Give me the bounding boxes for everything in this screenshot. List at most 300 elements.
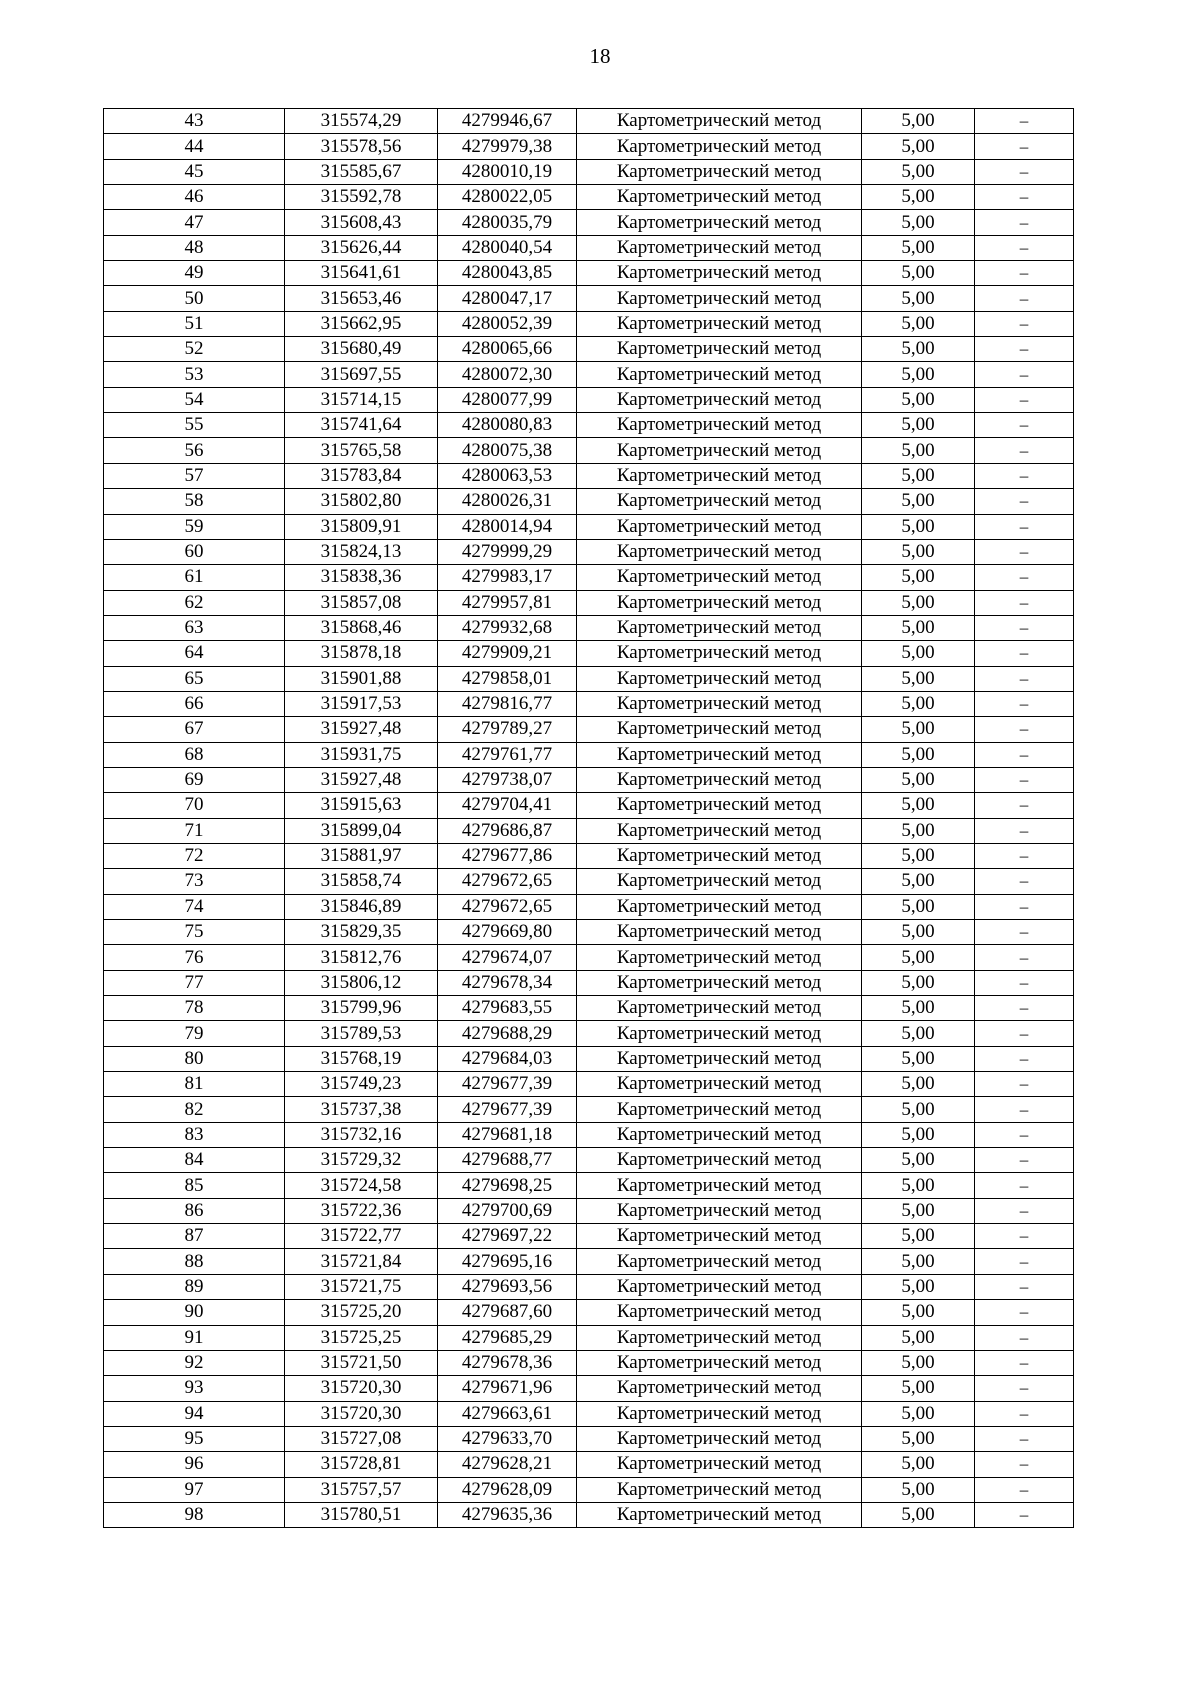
- accuracy-cell: 5,00: [862, 1148, 975, 1173]
- description-cell: –: [975, 413, 1074, 438]
- description-cell: –: [975, 235, 1074, 260]
- point-number-cell: 86: [104, 1198, 285, 1223]
- description-cell: –: [975, 489, 1074, 514]
- table-row: [104, 1300, 1074, 1325]
- description-cell: –: [975, 185, 1074, 210]
- description-cell: –: [975, 1325, 1074, 1350]
- method-cell: Картометрический метод: [577, 235, 862, 260]
- table-row: [104, 1021, 1074, 1046]
- point-number-cell: 72: [104, 843, 285, 868]
- method-cell: Картометрический метод: [577, 1173, 862, 1198]
- table-row: [104, 1426, 1074, 1451]
- accuracy-cell: 5,00: [862, 945, 975, 970]
- point-number-cell: 88: [104, 1249, 285, 1274]
- accuracy-cell: 5,00: [862, 565, 975, 590]
- x-coordinate-cell: 315806,12: [285, 970, 438, 995]
- table-row: [104, 717, 1074, 742]
- description-cell: –: [975, 767, 1074, 792]
- table-row: [104, 1249, 1074, 1274]
- accuracy-cell: 5,00: [862, 717, 975, 742]
- point-number-cell: 65: [104, 666, 285, 691]
- point-number-cell: 97: [104, 1477, 285, 1502]
- method-cell: Картометрический метод: [577, 818, 862, 843]
- y-coordinate-cell: 4279999,29: [438, 539, 577, 564]
- point-number-cell: 70: [104, 793, 285, 818]
- description-cell: –: [975, 261, 1074, 286]
- accuracy-cell: 5,00: [862, 641, 975, 666]
- coordinates-table: [103, 108, 1074, 1528]
- table-row: [104, 843, 1074, 868]
- y-coordinate-cell: 4279669,80: [438, 920, 577, 945]
- method-cell: Картометрический метод: [577, 413, 862, 438]
- y-coordinate-cell: 4279678,36: [438, 1350, 577, 1375]
- table-row: [104, 1097, 1074, 1122]
- y-coordinate-cell: 4279684,03: [438, 1046, 577, 1071]
- x-coordinate-cell: 315901,88: [285, 666, 438, 691]
- table-row: [104, 565, 1074, 590]
- method-cell: Картометрический метод: [577, 666, 862, 691]
- point-number-cell: 61: [104, 565, 285, 590]
- method-cell: Картометрический метод: [577, 1046, 862, 1071]
- description-cell: –: [975, 742, 1074, 767]
- table-row: [104, 134, 1074, 159]
- description-cell: –: [975, 311, 1074, 336]
- point-number-cell: 90: [104, 1300, 285, 1325]
- method-cell: Картометрический метод: [577, 920, 862, 945]
- point-number-cell: 66: [104, 691, 285, 716]
- accuracy-cell: 5,00: [862, 489, 975, 514]
- method-cell: Картометрический метод: [577, 1072, 862, 1097]
- accuracy-cell: 5,00: [862, 666, 975, 691]
- x-coordinate-cell: 315857,08: [285, 590, 438, 615]
- description-cell: –: [975, 970, 1074, 995]
- y-coordinate-cell: 4279946,67: [438, 109, 577, 134]
- table-row: [104, 767, 1074, 792]
- description-cell: –: [975, 793, 1074, 818]
- x-coordinate-cell: 315721,50: [285, 1350, 438, 1375]
- table-row: [104, 1198, 1074, 1223]
- table-row: [104, 1224, 1074, 1249]
- description-cell: –: [975, 818, 1074, 843]
- table-row: [104, 1502, 1074, 1527]
- method-cell: Картометрический метод: [577, 1477, 862, 1502]
- accuracy-cell: 5,00: [862, 691, 975, 716]
- description-cell: –: [975, 1249, 1074, 1274]
- method-cell: Картометрический метод: [577, 286, 862, 311]
- coordinates-table-wrapper: [103, 108, 1073, 1528]
- x-coordinate-cell: 315927,48: [285, 767, 438, 792]
- y-coordinate-cell: 4280052,39: [438, 311, 577, 336]
- table-row: [104, 666, 1074, 691]
- y-coordinate-cell: 4280080,83: [438, 413, 577, 438]
- accuracy-cell: 5,00: [862, 1325, 975, 1350]
- method-cell: Картометрический метод: [577, 539, 862, 564]
- table-row: [104, 1148, 1074, 1173]
- y-coordinate-cell: 4280072,30: [438, 362, 577, 387]
- point-number-cell: 85: [104, 1173, 285, 1198]
- table-row: [104, 818, 1074, 843]
- accuracy-cell: 5,00: [862, 109, 975, 134]
- page-number: 18: [589, 44, 611, 68]
- y-coordinate-cell: 4280022,05: [438, 185, 577, 210]
- point-number-cell: 51: [104, 311, 285, 336]
- description-cell: –: [975, 362, 1074, 387]
- point-number-cell: 71: [104, 818, 285, 843]
- accuracy-cell: 5,00: [862, 1401, 975, 1426]
- x-coordinate-cell: 315725,20: [285, 1300, 438, 1325]
- point-number-cell: 46: [104, 185, 285, 210]
- x-coordinate-cell: 315578,56: [285, 134, 438, 159]
- accuracy-cell: 5,00: [862, 1021, 975, 1046]
- x-coordinate-cell: 315768,19: [285, 1046, 438, 1071]
- table-row: [104, 1452, 1074, 1477]
- table-row: [104, 235, 1074, 260]
- description-cell: –: [975, 615, 1074, 640]
- method-cell: Картометрический метод: [577, 1148, 862, 1173]
- x-coordinate-cell: 315858,74: [285, 869, 438, 894]
- accuracy-cell: 5,00: [862, 1426, 975, 1451]
- point-number-cell: 83: [104, 1122, 285, 1147]
- method-cell: Картометрический метод: [577, 185, 862, 210]
- x-coordinate-cell: 315721,75: [285, 1274, 438, 1299]
- description-cell: –: [975, 159, 1074, 184]
- table-row: [104, 590, 1074, 615]
- y-coordinate-cell: 4279858,01: [438, 666, 577, 691]
- point-number-cell: 89: [104, 1274, 285, 1299]
- method-cell: Картометрический метод: [577, 843, 862, 868]
- table-row: [104, 539, 1074, 564]
- description-cell: –: [975, 1122, 1074, 1147]
- point-number-cell: 76: [104, 945, 285, 970]
- description-cell: –: [975, 337, 1074, 362]
- point-number-cell: 60: [104, 539, 285, 564]
- y-coordinate-cell: 4279695,16: [438, 1249, 577, 1274]
- point-number-cell: 92: [104, 1350, 285, 1375]
- y-coordinate-cell: 4279738,07: [438, 767, 577, 792]
- y-coordinate-cell: 4279686,87: [438, 818, 577, 843]
- point-number-cell: 96: [104, 1452, 285, 1477]
- point-number-cell: 77: [104, 970, 285, 995]
- description-cell: –: [975, 1274, 1074, 1299]
- description-cell: –: [975, 565, 1074, 590]
- point-number-cell: 69: [104, 767, 285, 792]
- x-coordinate-cell: 315641,61: [285, 261, 438, 286]
- description-cell: –: [975, 463, 1074, 488]
- description-cell: –: [975, 514, 1074, 539]
- y-coordinate-cell: 4280047,17: [438, 286, 577, 311]
- x-coordinate-cell: 315899,04: [285, 818, 438, 843]
- y-coordinate-cell: 4279688,29: [438, 1021, 577, 1046]
- y-coordinate-cell: 4279687,60: [438, 1300, 577, 1325]
- table-row: [104, 489, 1074, 514]
- table-row: [104, 1401, 1074, 1426]
- point-number-cell: 73: [104, 869, 285, 894]
- method-cell: Картометрический метод: [577, 159, 862, 184]
- table-row: [104, 261, 1074, 286]
- description-cell: –: [975, 539, 1074, 564]
- x-coordinate-cell: 315720,30: [285, 1376, 438, 1401]
- point-number-cell: 59: [104, 514, 285, 539]
- table-row: [104, 1274, 1074, 1299]
- accuracy-cell: 5,00: [862, 1350, 975, 1375]
- x-coordinate-cell: 315585,67: [285, 159, 438, 184]
- table-row: [104, 1325, 1074, 1350]
- description-cell: –: [975, 1426, 1074, 1451]
- accuracy-cell: 5,00: [862, 539, 975, 564]
- method-cell: Картометрический метод: [577, 1122, 862, 1147]
- x-coordinate-cell: 315697,55: [285, 362, 438, 387]
- method-cell: Картометрический метод: [577, 717, 862, 742]
- accuracy-cell: 5,00: [862, 387, 975, 412]
- method-cell: Картометрический метод: [577, 261, 862, 286]
- point-number-cell: 47: [104, 210, 285, 235]
- y-coordinate-cell: 4279672,65: [438, 894, 577, 919]
- table-row: [104, 109, 1074, 134]
- table-row: [104, 793, 1074, 818]
- description-cell: –: [975, 1502, 1074, 1527]
- x-coordinate-cell: 315729,32: [285, 1148, 438, 1173]
- point-number-cell: 84: [104, 1148, 285, 1173]
- y-coordinate-cell: 4280043,85: [438, 261, 577, 286]
- method-cell: Картометрический метод: [577, 134, 862, 159]
- method-cell: Картометрический метод: [577, 1274, 862, 1299]
- description-cell: –: [975, 1046, 1074, 1071]
- y-coordinate-cell: 4280035,79: [438, 210, 577, 235]
- description-cell: –: [975, 1198, 1074, 1223]
- point-number-cell: 98: [104, 1502, 285, 1527]
- table-row: [104, 1173, 1074, 1198]
- table-row: [104, 894, 1074, 919]
- y-coordinate-cell: 4279671,96: [438, 1376, 577, 1401]
- method-cell: Картометрический метод: [577, 793, 862, 818]
- y-coordinate-cell: 4280075,38: [438, 438, 577, 463]
- description-cell: –: [975, 1452, 1074, 1477]
- table-row: [104, 413, 1074, 438]
- x-coordinate-cell: 315838,36: [285, 565, 438, 590]
- accuracy-cell: 5,00: [862, 767, 975, 792]
- y-coordinate-cell: 4279681,18: [438, 1122, 577, 1147]
- table-row: [104, 337, 1074, 362]
- x-coordinate-cell: 315741,64: [285, 413, 438, 438]
- point-number-cell: 58: [104, 489, 285, 514]
- accuracy-cell: 5,00: [862, 1046, 975, 1071]
- method-cell: Картометрический метод: [577, 767, 862, 792]
- x-coordinate-cell: 315829,35: [285, 920, 438, 945]
- description-cell: –: [975, 387, 1074, 412]
- method-cell: Картометрический метод: [577, 1502, 862, 1527]
- y-coordinate-cell: 4279983,17: [438, 565, 577, 590]
- y-coordinate-cell: 4279957,81: [438, 590, 577, 615]
- x-coordinate-cell: 315789,53: [285, 1021, 438, 1046]
- point-number-cell: 54: [104, 387, 285, 412]
- accuracy-cell: 5,00: [862, 1274, 975, 1299]
- y-coordinate-cell: 4279685,29: [438, 1325, 577, 1350]
- table-row: [104, 996, 1074, 1021]
- point-number-cell: 64: [104, 641, 285, 666]
- point-number-cell: 52: [104, 337, 285, 362]
- description-cell: –: [975, 666, 1074, 691]
- accuracy-cell: 5,00: [862, 1502, 975, 1527]
- table-row: [104, 1072, 1074, 1097]
- method-cell: Картометрический метод: [577, 945, 862, 970]
- x-coordinate-cell: 315757,57: [285, 1477, 438, 1502]
- method-cell: Картометрический метод: [577, 337, 862, 362]
- accuracy-cell: 5,00: [862, 920, 975, 945]
- point-number-cell: 44: [104, 134, 285, 159]
- accuracy-cell: 5,00: [862, 793, 975, 818]
- accuracy-cell: 5,00: [862, 615, 975, 640]
- accuracy-cell: 5,00: [862, 1122, 975, 1147]
- accuracy-cell: 5,00: [862, 261, 975, 286]
- method-cell: Картометрический метод: [577, 742, 862, 767]
- description-cell: –: [975, 1072, 1074, 1097]
- accuracy-cell: 5,00: [862, 1173, 975, 1198]
- point-number-cell: 80: [104, 1046, 285, 1071]
- x-coordinate-cell: 315881,97: [285, 843, 438, 868]
- y-coordinate-cell: 4279678,34: [438, 970, 577, 995]
- x-coordinate-cell: 315722,36: [285, 1198, 438, 1223]
- description-cell: –: [975, 438, 1074, 463]
- point-number-cell: 94: [104, 1401, 285, 1426]
- x-coordinate-cell: 315722,77: [285, 1224, 438, 1249]
- point-number-cell: 75: [104, 920, 285, 945]
- point-number-cell: 63: [104, 615, 285, 640]
- description-cell: –: [975, 1021, 1074, 1046]
- y-coordinate-cell: 4279909,21: [438, 641, 577, 666]
- description-cell: –: [975, 590, 1074, 615]
- accuracy-cell: 5,00: [862, 362, 975, 387]
- accuracy-cell: 5,00: [862, 514, 975, 539]
- table-row: [104, 185, 1074, 210]
- x-coordinate-cell: 315783,84: [285, 463, 438, 488]
- accuracy-cell: 5,00: [862, 996, 975, 1021]
- table-row: [104, 362, 1074, 387]
- point-number-cell: 74: [104, 894, 285, 919]
- y-coordinate-cell: 4280063,53: [438, 463, 577, 488]
- x-coordinate-cell: 315714,15: [285, 387, 438, 412]
- y-coordinate-cell: 4279628,21: [438, 1452, 577, 1477]
- accuracy-cell: 5,00: [862, 134, 975, 159]
- table-row: [104, 1046, 1074, 1071]
- accuracy-cell: 5,00: [862, 413, 975, 438]
- accuracy-cell: 5,00: [862, 1477, 975, 1502]
- table-row: [104, 920, 1074, 945]
- table-row: [104, 159, 1074, 184]
- accuracy-cell: 5,00: [862, 1072, 975, 1097]
- point-number-cell: 87: [104, 1224, 285, 1249]
- table-row: [104, 742, 1074, 767]
- table-row: [104, 1122, 1074, 1147]
- description-cell: –: [975, 691, 1074, 716]
- point-number-cell: 49: [104, 261, 285, 286]
- y-coordinate-cell: 4279688,77: [438, 1148, 577, 1173]
- y-coordinate-cell: 4279663,61: [438, 1401, 577, 1426]
- accuracy-cell: 5,00: [862, 843, 975, 868]
- y-coordinate-cell: 4280065,66: [438, 337, 577, 362]
- method-cell: Картометрический метод: [577, 1350, 862, 1375]
- y-coordinate-cell: 4280014,94: [438, 514, 577, 539]
- accuracy-cell: 5,00: [862, 742, 975, 767]
- x-coordinate-cell: 315799,96: [285, 996, 438, 1021]
- x-coordinate-cell: 315931,75: [285, 742, 438, 767]
- accuracy-cell: 5,00: [862, 159, 975, 184]
- point-number-cell: 62: [104, 590, 285, 615]
- description-cell: –: [975, 1148, 1074, 1173]
- y-coordinate-cell: 4280010,19: [438, 159, 577, 184]
- point-number-cell: 93: [104, 1376, 285, 1401]
- method-cell: Картометрический метод: [577, 109, 862, 134]
- x-coordinate-cell: 315737,38: [285, 1097, 438, 1122]
- description-cell: –: [975, 1173, 1074, 1198]
- table-row: [104, 210, 1074, 235]
- x-coordinate-cell: 315725,25: [285, 1325, 438, 1350]
- y-coordinate-cell: 4279979,38: [438, 134, 577, 159]
- method-cell: Картометрический метод: [577, 996, 862, 1021]
- description-cell: –: [975, 945, 1074, 970]
- point-number-cell: 55: [104, 413, 285, 438]
- point-number-cell: 45: [104, 159, 285, 184]
- x-coordinate-cell: 315574,29: [285, 109, 438, 134]
- description-cell: –: [975, 894, 1074, 919]
- x-coordinate-cell: 315592,78: [285, 185, 438, 210]
- table-row: [104, 463, 1074, 488]
- y-coordinate-cell: 4279932,68: [438, 615, 577, 640]
- point-number-cell: 95: [104, 1426, 285, 1451]
- table-row: [104, 869, 1074, 894]
- accuracy-cell: 5,00: [862, 337, 975, 362]
- point-number-cell: 82: [104, 1097, 285, 1122]
- method-cell: Картометрический метод: [577, 387, 862, 412]
- method-cell: Картометрический метод: [577, 463, 862, 488]
- accuracy-cell: 5,00: [862, 1224, 975, 1249]
- table-row: [104, 438, 1074, 463]
- description-cell: –: [975, 1097, 1074, 1122]
- method-cell: Картометрический метод: [577, 1426, 862, 1451]
- description-cell: –: [975, 210, 1074, 235]
- description-cell: –: [975, 1350, 1074, 1375]
- method-cell: Картометрический метод: [577, 210, 862, 235]
- description-cell: –: [975, 920, 1074, 945]
- method-cell: Картометрический метод: [577, 641, 862, 666]
- table-row: [104, 1477, 1074, 1502]
- y-coordinate-cell: 4279704,41: [438, 793, 577, 818]
- description-cell: –: [975, 996, 1074, 1021]
- x-coordinate-cell: 315720,30: [285, 1401, 438, 1426]
- method-cell: Картометрический метод: [577, 362, 862, 387]
- description-cell: –: [975, 869, 1074, 894]
- method-cell: Картометрический метод: [577, 615, 862, 640]
- x-coordinate-cell: 315721,84: [285, 1249, 438, 1274]
- method-cell: Картометрический метод: [577, 1198, 862, 1223]
- y-coordinate-cell: 4279677,39: [438, 1097, 577, 1122]
- method-cell: Картометрический метод: [577, 970, 862, 995]
- accuracy-cell: 5,00: [862, 463, 975, 488]
- y-coordinate-cell: 4279698,25: [438, 1173, 577, 1198]
- method-cell: Картометрический метод: [577, 311, 862, 336]
- accuracy-cell: 5,00: [862, 185, 975, 210]
- accuracy-cell: 5,00: [862, 970, 975, 995]
- x-coordinate-cell: 315626,44: [285, 235, 438, 260]
- description-cell: –: [975, 1224, 1074, 1249]
- accuracy-cell: 5,00: [862, 894, 975, 919]
- method-cell: Картометрический метод: [577, 590, 862, 615]
- accuracy-cell: 5,00: [862, 286, 975, 311]
- x-coordinate-cell: 315680,49: [285, 337, 438, 362]
- x-coordinate-cell: 315608,43: [285, 210, 438, 235]
- point-number-cell: 56: [104, 438, 285, 463]
- method-cell: Картометрический метод: [577, 1300, 862, 1325]
- x-coordinate-cell: 315802,80: [285, 489, 438, 514]
